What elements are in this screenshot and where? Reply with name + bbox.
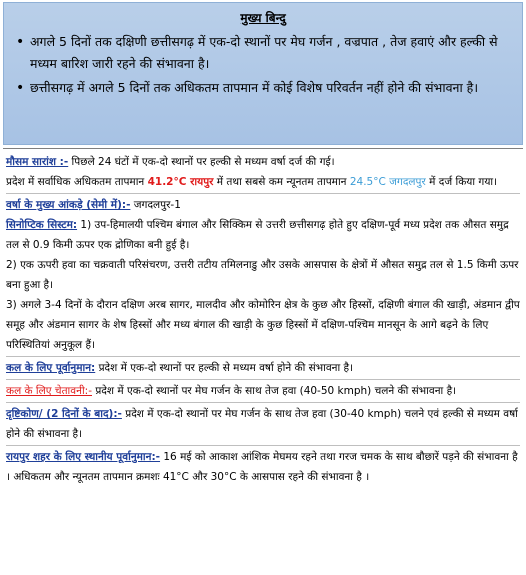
weather-summary — [6, 152, 520, 172]
bullet-icon: • — [16, 34, 25, 50]
key-points-title: मुख्य बिन्दु — [240, 11, 286, 25]
row-divider — [6, 402, 520, 403]
raipur-forecast-text: 16 मई को आकाश आंशिक मेघमय रहने तथा गरज चमक के साथ बौछारें पड़ने की संभावना है । अधिकतम और न्यूनतम तापमान क्रमशः 41°C और 30°C के आसपास रहने की संभावना है । — [6, 451, 518, 483]
outlook-text: प्रदेश में एक-दो स्थानों पर मेघ गर्जन के साथ तेज हवा (30-40 kmph) चलने एवं हल्की से मध्यम वर्षा होने की संभावना है। — [6, 408, 518, 440]
synoptic-point-3: 3) अगले 3-4 दिनों के दौरान दक्षिण अरब सागर, मालदीव और कोमोरिन क्षेत्र के कुछ और हिस्सों, दक्षिणी बंगाल की खाड़ी, अंडमान द्वीप समूह और अंडमान सागर के शेष हिस्सों और मध्य बंगाल की खाड़ी के कुछ हिस्सों में दक्षिण-पश्चिम मानसून के आगे बढ़ने के लिए परिस्थितियां अनुकूल हैं। — [6, 299, 520, 351]
tomorrow-forecast-label: कल के लिए पूर्वानुमान: — [6, 362, 96, 374]
min-temperature: 24.5°C जगदलपुर — [349, 176, 426, 188]
tomorrow-forecast — [6, 358, 520, 378]
weather-summary-text: पिछले 24 घंटों में एक-दो स्थानों पर हल्की से मध्यम वर्षा दर्ज की गई। — [68, 156, 335, 168]
temperature-prefix: प्रदेश में सर्वाधिक अधिकतम तापमान — [6, 176, 148, 188]
temperature-summary — [6, 172, 520, 192]
synoptic-point-1-text: 1) उप-हिमालयी पश्चिम बंगाल और सिक्किम से उत्तरी छत्तीसगढ़ होते हुए दक्षिण-पूर्व मध्य प्रदेश तक औसत समुद्र तल से 0.9 किमी ऊपर एक द्रोणिका बनी हुई है। — [6, 219, 509, 251]
bullet-icon: • — [16, 80, 25, 96]
temperature-middle: में तथा सबसे कम न्यूनतम तापमान — [213, 176, 350, 188]
tomorrow-warning-label: कल के लिए चेतावनी:- — [6, 385, 92, 397]
rain-figures — [6, 195, 520, 215]
synoptic-label: सिनोप्टिक सिस्टम: — [6, 219, 78, 231]
max-temperature: 41.2°C रायपुर — [147, 176, 214, 188]
key-points-box — [3, 2, 523, 145]
temperature-suffix: में दर्ज किया गया। — [425, 176, 498, 188]
weather-summary-label: मौसम सारांश :- — [6, 156, 69, 168]
synoptic-point-1 — [6, 215, 520, 255]
row-divider — [6, 379, 520, 380]
bulletin-body — [6, 152, 520, 487]
synoptic-point-2: 2) एक ऊपरी हवा का चक्रवाती परिसंचरण, उत्तरी तटीय तमिलनाडु और उसके आसपास के क्षेत्रों में औसत समुद्र तल से 1.5 किमी ऊपर बना हुआ है। — [6, 259, 519, 291]
rain-figures-text: जगदलपुर-1 — [130, 199, 181, 211]
tomorrow-warning — [6, 381, 520, 401]
key-point-2 — [16, 77, 514, 99]
key-point-1-text: अगले 5 दिनों तक दक्षिणी छत्तीसगढ़ में एक-दो स्थानों पर मेघ गर्जन , वज्रपात , तेज हवाएं और हल्की से मध्यम बारिश जारी रहने की संभावना है। — [30, 34, 498, 71]
raipur-forecast — [6, 447, 520, 487]
raipur-forecast-label: रायपुर शहर के लिए स्थानीय पूर्वानुमान:- — [6, 451, 161, 463]
tomorrow-warning-text: प्रदेश में एक-दो स्थानों पर मेघ गर्जन के साथ तेज हवा (40-50 kmph) चलने की संभावना है। — [92, 385, 457, 397]
key-point-1 — [16, 31, 514, 75]
rain-figures-label: वर्षा के मुख्य आंकड़े (सेमी में):- — [6, 199, 131, 211]
section-divider — [3, 148, 523, 149]
outlook — [6, 404, 520, 444]
row-divider — [6, 193, 520, 194]
row-divider — [6, 356, 520, 357]
key-point-2-text: छत्तीसगढ़ में अगले 5 दिनों तक अधिकतम तापमान में कोई विशेष परिवर्तन नहीं होने की संभावना है। — [30, 80, 479, 95]
row-divider — [6, 445, 520, 446]
outlook-label: दृष्टिकोण/ (2 दिनों के बाद):- — [6, 408, 122, 420]
tomorrow-forecast-text: प्रदेश में एक-दो स्थानों पर हल्की से मध्यम वर्षा होने की संभावना है। — [95, 362, 354, 374]
